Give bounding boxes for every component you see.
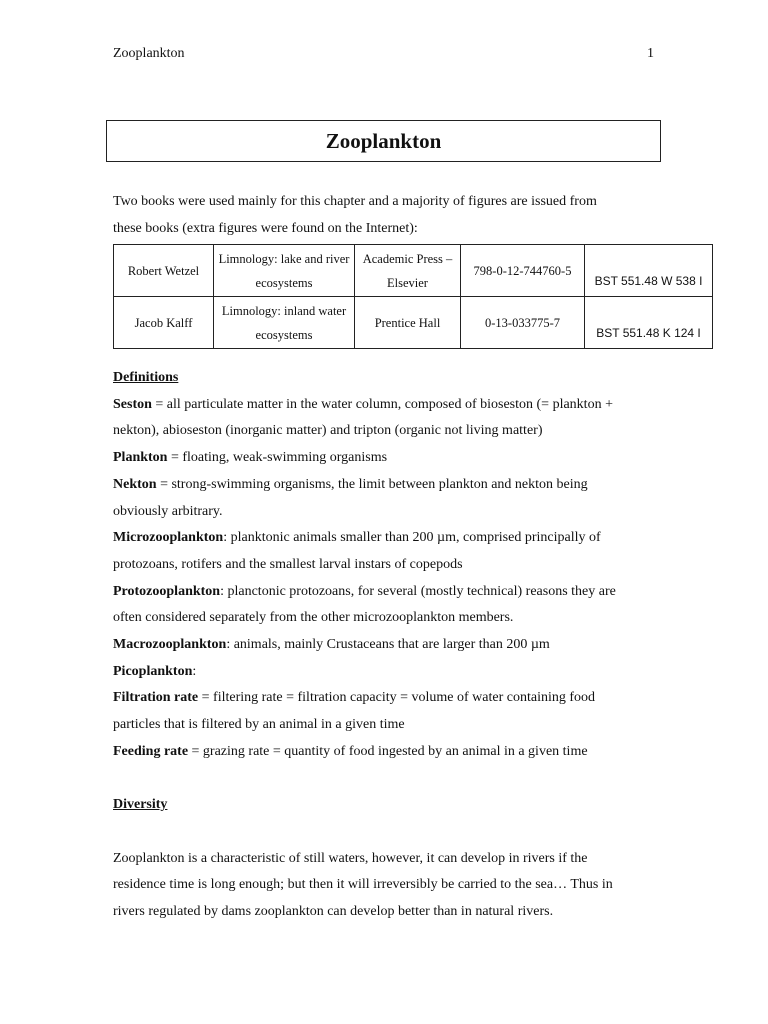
book-title: Limnology: inland water ecosystems bbox=[214, 297, 355, 349]
definition-picoplankton bbox=[113, 659, 673, 686]
title-box bbox=[106, 120, 661, 162]
definition-text: = strong-swimming organisms, the limit between plankton and nekton being bbox=[156, 476, 588, 492]
book-callnumber: BST 551.48 K 124 I bbox=[585, 297, 713, 349]
book-author: Jacob Kalff bbox=[114, 297, 214, 349]
definition-text: = filtering rate = filtration capacity = volume of water containing food bbox=[198, 690, 596, 706]
running-header-title: Zooplankton bbox=[113, 46, 185, 61]
page-number: 1 bbox=[647, 46, 654, 61]
definition-term: Microzooplankton bbox=[113, 530, 224, 546]
diversity-line: Zooplankton is a characteristic of still waters, however, it can develop in rivers if the bbox=[113, 850, 588, 866]
intro-line: Two books were used mainly for this chapter and a majority of figures are issued from bbox=[113, 194, 597, 209]
definition-term: Nekton bbox=[113, 476, 157, 492]
definition-microzooplankton bbox=[113, 525, 673, 552]
definitions-heading: Definitions bbox=[113, 370, 179, 385]
intro-line: these books (extra figures were found on the Internet): bbox=[113, 221, 418, 236]
definition-text: obviously arbitrary. bbox=[113, 503, 223, 519]
definition-text: : planktonic animals smaller than 200 µm, comprised principally of bbox=[223, 530, 601, 546]
book-isbn: 0-13-033775-7 bbox=[461, 297, 585, 349]
book-title: Limnology: lake and river ecosystems bbox=[214, 245, 355, 297]
definition-text: = all particulate matter in the water column, composed of bioseston (= plankton + bbox=[151, 396, 613, 412]
body-text bbox=[113, 365, 673, 926]
definition-protozooplankton bbox=[113, 579, 673, 606]
table-row bbox=[114, 245, 713, 297]
diversity-line: rivers regulated by dams zooplankton can develop better than in natural rivers. bbox=[113, 904, 554, 920]
definition-term: Feeding rate bbox=[113, 743, 189, 759]
book-publisher: Prentice Hall bbox=[355, 297, 461, 349]
definition-term: Filtration rate bbox=[113, 690, 199, 706]
definition-text: : bbox=[192, 663, 197, 679]
definition-nekton bbox=[113, 472, 673, 499]
definition-text: : animals, mainly Crustaceans that are larger than 200 µm bbox=[226, 637, 550, 653]
table-row bbox=[114, 297, 713, 349]
definition-text: = grazing rate = quantity of food ingested by an animal in a given time bbox=[188, 743, 588, 759]
book-publisher: Academic Press – Elsevier bbox=[355, 245, 461, 297]
books-table bbox=[113, 244, 713, 349]
definition-term: Protozooplankton bbox=[113, 583, 221, 599]
definition-term: Picoplankton bbox=[113, 663, 193, 679]
definition-filtration-rate bbox=[113, 685, 673, 712]
definition-text: nekton), abioseston (inorganic matter) and tripton (organic not living matter) bbox=[113, 423, 543, 439]
book-author: Robert Wetzel bbox=[114, 245, 214, 297]
definition-macrozooplankton bbox=[113, 632, 673, 659]
book-callnumber: BST 551.48 W 538 I bbox=[585, 245, 713, 297]
definition-text: particles that is filtered by an animal in a given time bbox=[113, 717, 405, 733]
diversity-line: residence time is long enough; but then it will irreversibly be carried to the sea… Thus in bbox=[113, 877, 613, 893]
definition-text: protozoans, rotifers and the smallest larval instars of copepods bbox=[113, 556, 463, 572]
definition-term: Seston bbox=[113, 396, 152, 412]
intro-paragraph bbox=[113, 188, 673, 242]
definition-text: = floating, weak-swimming organisms bbox=[167, 450, 388, 466]
diversity-heading: Diversity bbox=[113, 797, 168, 813]
definition-feeding-rate bbox=[113, 739, 673, 766]
definition-seston bbox=[113, 392, 673, 419]
definition-text: often considered separately from the other microzooplankton members. bbox=[113, 610, 514, 626]
definition-text: : planctonic protozoans, for several (mostly technical) reasons they are bbox=[220, 583, 616, 599]
definition-plankton bbox=[113, 445, 673, 472]
book-isbn: 798-0-12-744760-5 bbox=[461, 245, 585, 297]
definition-term: Plankton bbox=[113, 450, 168, 466]
definition-term: Macrozooplankton bbox=[113, 637, 227, 653]
page-title: Zooplankton bbox=[325, 128, 442, 153]
